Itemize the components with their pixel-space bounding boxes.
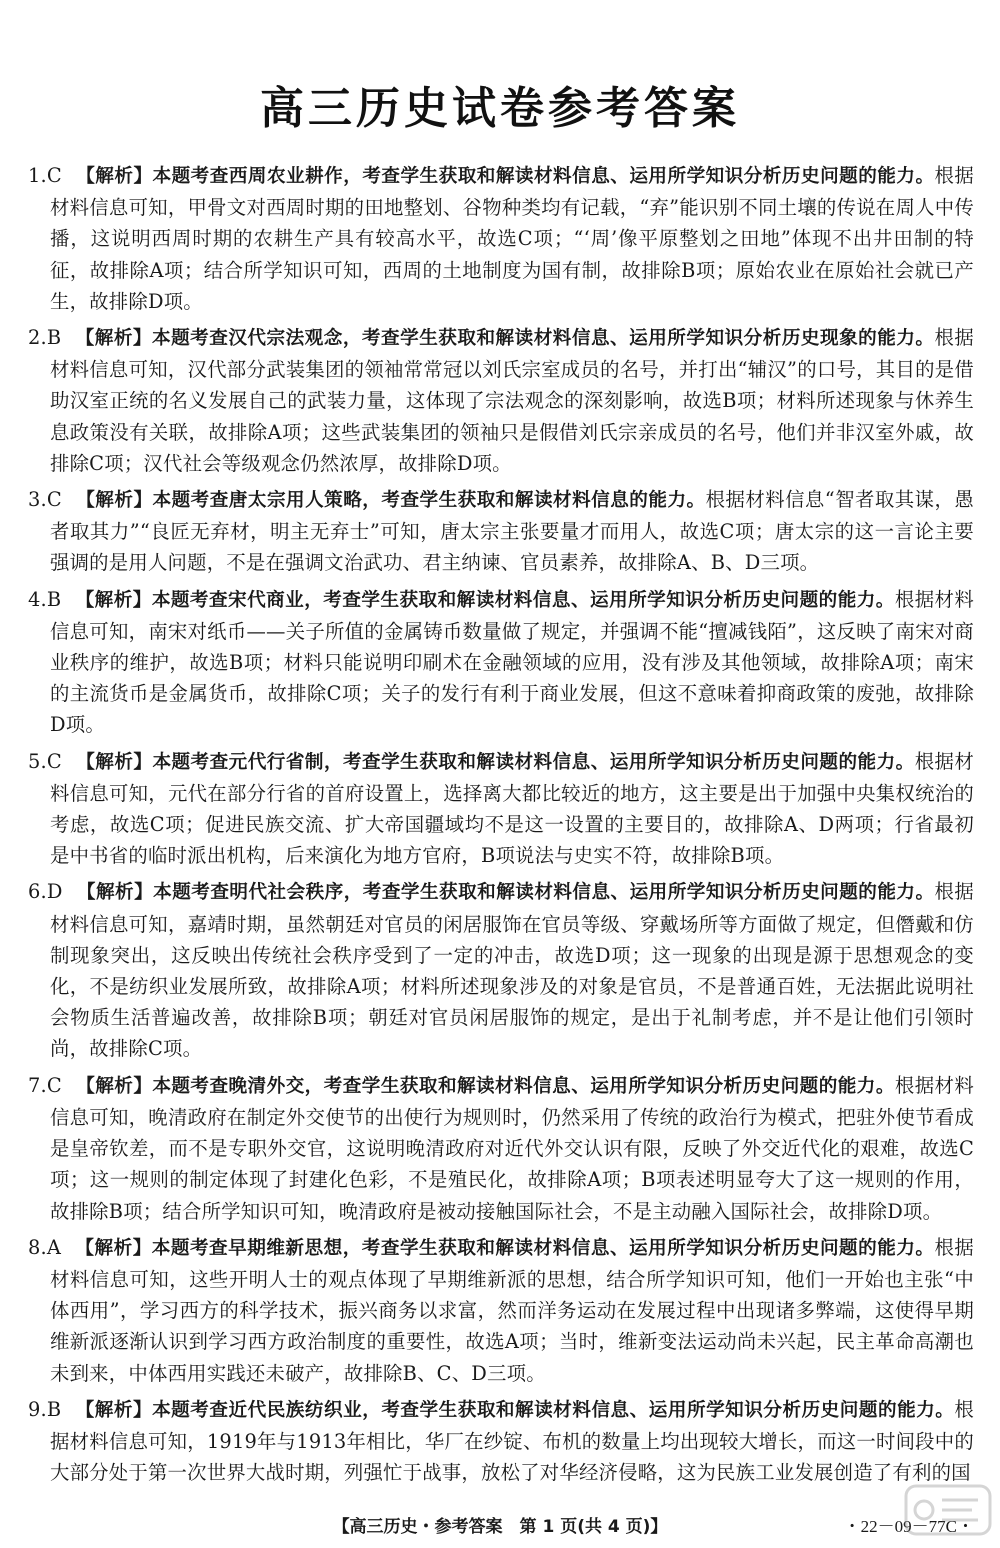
question-number: 8. — [28, 1235, 47, 1259]
analysis-body: 根据材料信息可知，元代在部分行省的首府设置上，选择离大都比较近的地方，这主要是出于加强中央集权统治的考虑，故选C项；促进民族交流、扩大帝国疆域均不是这一设置的主要目的，故排除A、D两项；行省最初是中书省的临时派出机构，后来演化为地方官府，B项说法与史实不符，故排除B项。 — [50, 749, 974, 868]
analysis-lead: 【解析】本题考查西周农业耕作，考查学生获取和解读材料信息、运用所学知识分析历史问题的能力。 — [75, 166, 935, 187]
question-number: 1. — [28, 164, 47, 187]
answer-item — [28, 322, 974, 479]
answer-item — [28, 584, 974, 741]
watermark-logo-icon — [902, 1480, 994, 1540]
answer-choice: C — [46, 1073, 62, 1097]
analysis-body: 根据材料信息可知，这些开明人士的观点体现了早期维新派的思想，结合所学知识可知，他们一开始也主张“中体西用”，学习西方的科学技术，振兴商务以求富，然而洋务运动在发展过程中出现诸多弊端，这使得早期维新派逐渐认识到学习西方政治制度的重要性，故选A项；当时，维新变法运动尚未兴起，民主革命高潮也未到来，中体西用实践还未破产，故排除B、C、D三项。 — [50, 1235, 974, 1385]
answer-item — [28, 160, 974, 317]
question-number: 4. — [28, 587, 47, 611]
question-number: 5. — [28, 749, 47, 773]
page-title: 高三历史试卷参考答案 — [260, 83, 740, 134]
analysis-lead: 【解析】本题考查唐太宗用人策略，考查学生获取和解读材料信息的能力。 — [75, 490, 706, 512]
question-number: 6. — [28, 880, 47, 904]
answer-item — [28, 484, 974, 579]
answer-list — [28, 160, 974, 1493]
analysis-lead: 【解析】本题考查宋代商业，考查学生获取和解读材料信息、运用所学知识分析历史问题的能力。 — [75, 589, 895, 611]
analysis-body: 根据材料信息“智者取其谋，愚者取其力”“良匠无弃材，明主无弃士”可知，唐太宗主张要量才而用人，故选C项；唐太宗的这一言论主要强调的是用人问题，不是在强调文治武功、君主纳谏、官员素养，故排除A、B、D三项。 — [50, 488, 974, 575]
question-number: 9. — [28, 1397, 47, 1421]
footer-paper-code: ・22－09－77C・ — [843, 1517, 974, 1536]
analysis-lead: 【解析】本题考查元代行省制，考查学生获取和解读材料信息、运用所学知识分析历史问题的能力。 — [75, 751, 915, 773]
analysis-lead: 【解析】本题考查汉代宗法观念，考查学生获取和解读材料信息、运用所学知识分析历史现象的能力。 — [75, 328, 935, 350]
answer-item — [28, 746, 974, 872]
answer-choice: C — [46, 749, 62, 773]
footer-page-info: 【高三历史・参考答案 第 1 页(共 4 页)】 — [332, 1517, 668, 1537]
answer-item — [28, 1232, 974, 1389]
analysis-body: 根据材料信息可知，汉代部分武装集团的领袖常常冠以刘氏宗室成员的名号，并打出“辅汉”的口号，其目的是借助汉室正统的名义发展自己的武装力量，这体现了宗法观念的深刻影响，故选B项；材料所述现象与休养生息政策没有关联，故排除A项；这些武装集团的领袖只是假借刘氏宗亲成员的名号，他们并非汉室外戚，故排除C项；汉代社会等级观念仍然浓厚，故排除D项。 — [50, 326, 974, 475]
analysis-lead: 【解析】本题考查明代社会秩序，考查学生获取和解读材料信息、运用所学知识分析历史问题的能力。 — [76, 882, 935, 904]
answer-choice: C — [46, 164, 62, 187]
answer-item — [28, 876, 974, 1064]
answer-item — [28, 1070, 974, 1227]
answer-choice: B — [46, 1397, 62, 1421]
answer-choice: C — [46, 488, 62, 512]
analysis-lead: 【解析】本题考查晚清外交，考查学生获取和解读材料信息、运用所学知识分析历史问题的能力。 — [75, 1075, 895, 1097]
answer-choice: A — [46, 1235, 62, 1259]
analysis-body: 根据材料信息可知，1919年与1913年相比，华厂在纱锭、布机的数量上均出现较大增长，而这一时间段中的大部分处于第一次世界大战时期，列强忙于战事，放松了对华经济侵略，这为民族工业发展创造了有利的国 — [50, 1397, 974, 1485]
question-number: 3. — [28, 488, 47, 512]
analysis-body: 根据材料信息可知，嘉靖时期，虽然朝廷对官员的闲居服饰在官员等级、穿戴场所等方面做了规定，但僭戴和仿制现象突出，这反映出传统社会秩序受到了一定的冲击，故选D项；这一现象的出现是源于思想观念的变化，不是纺织业发展所致，故排除A项；材料所述现象涉及的对象是官员，不是普通百姓，无法据此说明社会物质生活普遍改善，故排除B项；朝廷对官员闲居服饰的规定，是出于礼制考虑，并不是让他们引领时尚，故排除C项。 — [50, 880, 974, 1061]
analysis-body: 根据材料信息可知，南宋对纸币——关子所值的金属铸币数量做了规定，并强调不能“擅减钱陌”，这反映了南宋对商业秩序的维护，故选B项；材料只能说明印刷术在金融领域的应用，没有涉及其他领域，故排除A项；南宋的主流货币是金属货币，故排除C项；关子的发行有利于商业发展，但这不意味着抑商政策的废弛，故排除D项。 — [50, 587, 974, 737]
analysis-lead: 【解析】本题考查早期维新思想，考查学生获取和解读材料信息、运用所学知识分析历史问题的能力。 — [75, 1237, 935, 1259]
page-footer — [0, 1512, 1000, 1542]
analysis-lead: 【解析】本题考查近代民族纺织业，考查学生获取和解读材料信息、运用所学知识分析历史问题的能力。 — [75, 1399, 955, 1421]
answer-choice: B — [46, 587, 62, 611]
analysis-body: 根据材料信息可知，甲骨文对西周时期的田地整划、谷物种类均有记载，“弃”能识别不同土壤的传说在周人中传播，这说明西周时期的农耕生产具有较高水平，故选C项；“‘周’像平原整划之田地”体现不出井田制的特征，故排除A项；结合所学知识可知，西周的土地制度为国有制，故排除B项；原始农业在原始社会就已产生，故排除D项。 — [50, 164, 974, 313]
answer-choice: D — [46, 880, 63, 904]
analysis-body: 根据材料信息可知，晚清政府在制定外交使节的出使行为规则时，仍然采用了传统的政治行为模式，把驻外使节看成是皇帝钦差，而不是专职外交官，这说明晚清政府对近代外交认识有限，反映了外交近代化的艰难，故选C项；这一规则的制定体现了封建化色彩，不是殖民化，故排除A项；B项表述明显夸大了这一规则的作用，故排除B项；结合所学知识可知，晚清政府是被动接触国际社会，不是主动融入国际社会，故排除D项。 — [50, 1073, 974, 1223]
question-number: 7. — [28, 1073, 47, 1097]
answer-choice: B — [46, 326, 62, 350]
answer-item — [28, 1394, 974, 1489]
question-number: 2. — [28, 326, 47, 350]
